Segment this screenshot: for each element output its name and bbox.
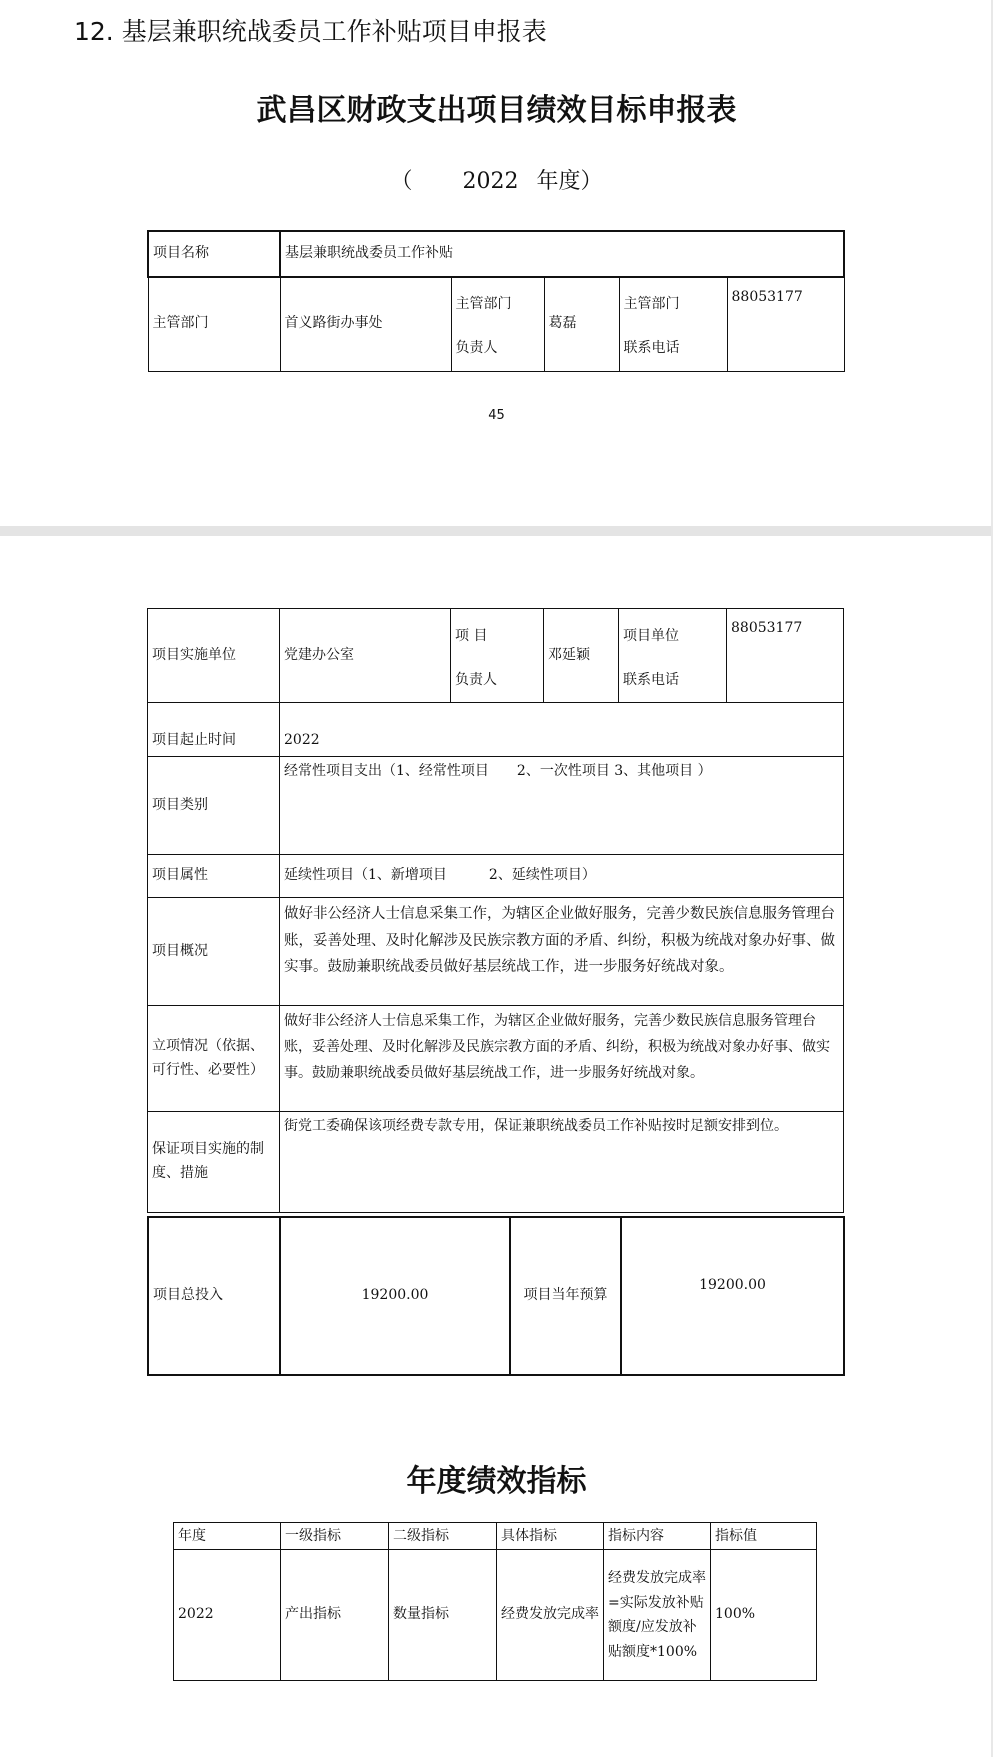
page-number: 45 — [488, 408, 505, 423]
unit-phone-label — [619, 609, 727, 703]
perf-header-cell: 指标值 — [711, 1523, 817, 1550]
perf-header-cell: 年度 — [174, 1523, 281, 1550]
dept-value: 首义路街办事处 — [280, 277, 451, 371]
attribute-label: 项目属性 — [148, 855, 280, 898]
impl-unit-value: 党建办公室 — [280, 609, 451, 703]
performance-table — [173, 1522, 817, 1681]
attribute-value: 延续性项目（1、新增项目 2、延续性项目） — [280, 855, 844, 898]
total-invest-value: 19200.00 — [280, 1217, 510, 1375]
dept-phone-label-line1: 主管部门 — [623, 296, 680, 313]
perf-cell-indicator: 经费发放完成率 — [497, 1550, 604, 1681]
unit-phone-value: 88053177 — [727, 609, 844, 703]
proj-head-value: 邓延颖 — [544, 609, 619, 703]
year-value: 2022 — [462, 169, 519, 194]
dept-phone-label — [619, 277, 727, 371]
measures-label: 保证项目实施的制度、措施 — [148, 1112, 280, 1213]
overview-value: 做好非公经济人士信息采集工作，为辖区企业做好服务，完善少数民族信息服务管理台账，妥善处理、及时化解涉及民族宗教方面的矛盾、纠纷，积极为统战对象办好事、做实事。鼓励兼职统战委员做好基层统战工作，进一步服务好统战对象。 — [280, 898, 844, 1006]
header-info-table — [147, 230, 845, 372]
page-separator — [0, 526, 993, 536]
total-invest-label: 项目总投入 — [148, 1217, 280, 1375]
dept-head-label — [451, 277, 544, 371]
annual-budget-label: 项目当年预算 — [510, 1217, 621, 1375]
perf-cell-value: 100% — [711, 1550, 817, 1681]
perf-header-cell: 具体指标 — [497, 1523, 604, 1550]
perf-cell-content: 经费发放完成率=实际发放补贴额度/应发放补贴额度*100% — [604, 1550, 711, 1681]
year-line — [0, 164, 993, 195]
overview-label: 项目概况 — [148, 898, 280, 1006]
page-two — [0, 536, 993, 1757]
year-open-paren: （ — [390, 169, 413, 194]
impl-unit-label: 项目实施单位 — [148, 609, 280, 703]
annual-budget-value: 19200.00 — [621, 1217, 844, 1375]
project-detail-table — [147, 608, 844, 1213]
table-row — [174, 1550, 817, 1681]
main-title: 武昌区财政支出项目绩效目标申报表 — [256, 93, 737, 128]
dept-head-label-line1: 主管部门 — [455, 296, 512, 313]
perf-cell-level2: 数量指标 — [389, 1550, 497, 1681]
category-value: 经常性项目支出（1、经常性项目 2、一次性项目 3、其他项目 ） — [280, 757, 844, 855]
page-one — [0, 0, 993, 526]
proj-head-label — [451, 609, 544, 703]
perf-header-cell: 二级指标 — [389, 1523, 497, 1550]
proj-head-label-line2: 负责人 — [455, 671, 497, 688]
project-name-label: 项目名称 — [148, 231, 280, 277]
year-unit: 年度） — [536, 169, 603, 194]
dept-head-label-line2: 负责人 — [455, 340, 498, 357]
measures-value: 街党工委确保该项经费专款专用，保证兼职统战委员工作补贴按时足额安排到位。 — [280, 1112, 844, 1213]
perf-header-cell: 一级指标 — [281, 1523, 389, 1550]
section-heading: 12. 基层兼职统战委员工作补贴项目申报表 — [74, 17, 547, 46]
investment-table — [147, 1216, 845, 1376]
perf-cell-year: 2022 — [174, 1550, 281, 1681]
unit-phone-label-line1: 项目单位 — [623, 627, 679, 644]
category-label: 项目类别 — [148, 757, 280, 855]
perf-header-cell: 指标内容 — [604, 1523, 711, 1550]
unit-phone-label-line2: 联系电话 — [623, 671, 679, 688]
basis-label: 立项情况（依据、可行性、必要性） — [148, 1006, 280, 1112]
performance-title: 年度绩效指标 — [406, 1464, 587, 1499]
period-value: 2022 — [280, 703, 844, 757]
performance-header-row — [174, 1523, 817, 1550]
dept-label: 主管部门 — [148, 277, 280, 371]
basis-value: 做好非公经济人士信息采集工作，为辖区企业做好服务，完善少数民族信息服务管理台账，妥善处理、及时化解涉及民族宗教方面的矛盾、纠纷，积极为统战对象办好事、做实事。鼓励兼职统战委员做好基层统战工作，进一步服务好统战对象。 — [280, 1006, 844, 1112]
period-label: 项目起止时间 — [148, 703, 280, 757]
project-name-value: 基层兼职统战委员工作补贴 — [280, 231, 844, 277]
perf-cell-level1: 产出指标 — [281, 1550, 389, 1681]
dept-head-value: 葛磊 — [544, 277, 619, 371]
dept-phone-value: 88053177 — [727, 277, 844, 371]
proj-head-label-line1: 项 目 — [455, 627, 488, 644]
dept-phone-label-line2: 联系电话 — [623, 340, 680, 357]
